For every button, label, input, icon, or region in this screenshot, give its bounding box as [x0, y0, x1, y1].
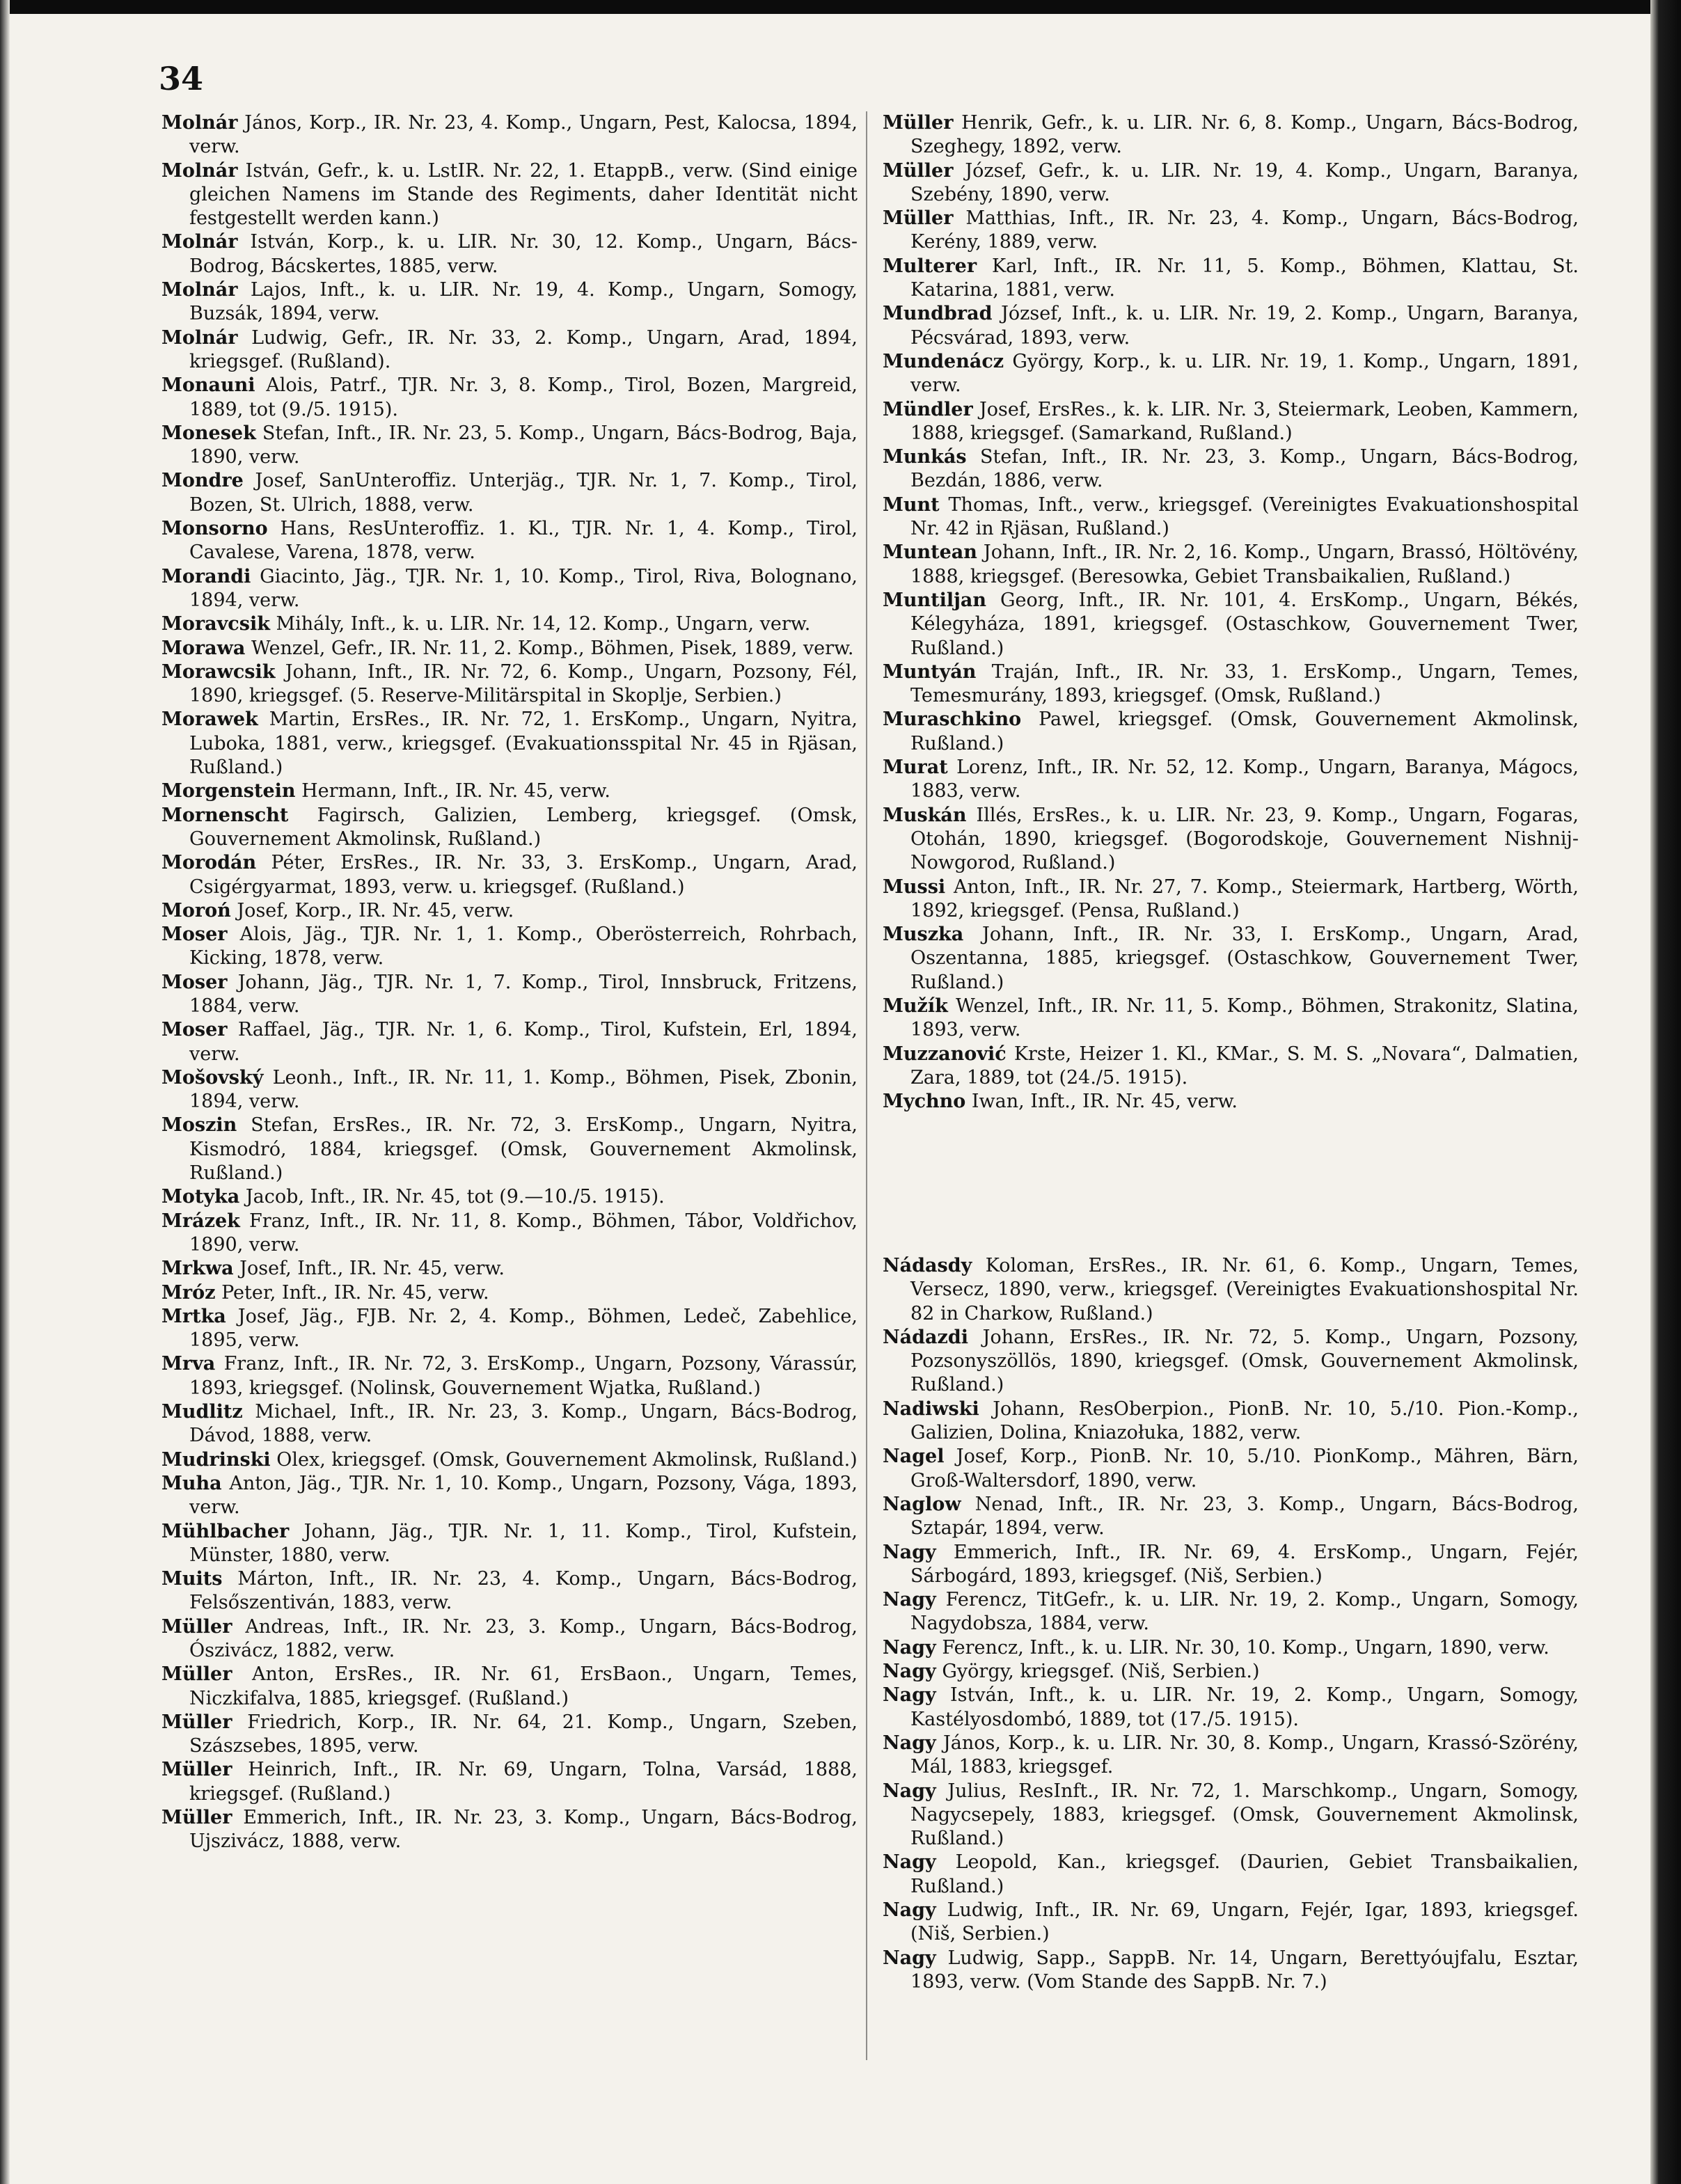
- entry-details: Anton, ErsRes., IR. Nr. 61, ErsBaon., Ungarn, Temes, Niczkifalva, 1885, kriegsgef. (Rußland.): [189, 1663, 858, 1709]
- entry-surname: Moser: [161, 924, 228, 946]
- entry-surname: Muskán: [883, 804, 967, 826]
- list-entry: [161, 422, 858, 470]
- entry-details: Mihály, Inft., k. u. LIR. Nr. 14, 12. Komp., Ungarn, verw.: [276, 613, 811, 635]
- entry-details: Josef, Inft., IR. Nr. 45, verw.: [239, 1258, 505, 1280]
- list-entry: [161, 1281, 858, 1305]
- entry-surname: Müller: [883, 159, 954, 182]
- list-entry: [883, 804, 1579, 876]
- list-entry: [883, 923, 1579, 995]
- entry-surname: Molnár: [161, 279, 238, 301]
- list-entry: [161, 804, 858, 852]
- entry-surname: Nagy: [883, 1541, 936, 1563]
- entry-details: Olex, kriegsgef. (Omsk, Gouvernement Akmolinsk, Rußland.): [276, 1448, 858, 1471]
- list-entry: [161, 469, 858, 517]
- scan-border-left: [0, 0, 10, 2184]
- entry-surname: Morgenstein: [161, 780, 296, 802]
- entry-details: József, Gefr., k. u. LIR. Nr. 19, 4. Komp., Ungarn, Baranya, Szebény, 1890, verw.: [910, 159, 1579, 205]
- entry-surname: Muha: [161, 1472, 222, 1494]
- entry-details: Georg, Inft., IR. Nr. 101, 4. ErsKomp., Ungarn, Békés, Kélegyháza, 1891, kriegsgef. (Ostaschkow, Gouvernement Twer, Rußland.): [910, 589, 1579, 659]
- entry-surname: Molnár: [161, 326, 238, 349]
- entry-surname: Morandi: [161, 565, 251, 587]
- entry-details: Karl, Inft., IR. Nr. 11, 5. Komp., Böhmen, Klattau, St. Katarina, 1881, verw.: [910, 255, 1579, 301]
- entry-details: Johann, Inft., IR. Nr. 33, I. ErsKomp., Ungarn, Arad, Oszentanna, 1885, kriegsgef. (Ostaschkow, Gouvernement Twer, Rußland.): [910, 924, 1579, 993]
- list-entry: [161, 159, 858, 231]
- entry-details: Michael, Inft., IR. Nr. 23, 3. Komp., Ungarn, Bács-Bodrog, Dávod, 1888, verw.: [189, 1401, 858, 1447]
- entry-details: Nenad, Inft., IR. Nr. 23, 3. Komp., Ungarn, Bács-Bodrog, Sztapár, 1894, verw.: [910, 1493, 1579, 1540]
- list-entry: [883, 398, 1579, 446]
- entry-surname: Moser: [161, 1019, 228, 1041]
- entry-details: Josef, SanUnteroffiz. Unterjäg., TJR. Nr. 1, 7. Komp., Tirol, Bozen, St. Ulrich, 1888, verw.: [189, 470, 858, 516]
- entry-details: Leopold, Kan., kriegsgef. (Daurien, Gebiet Transbaikalien, Rußland.): [910, 1851, 1579, 1897]
- entry-surname: Mündler: [883, 398, 973, 420]
- entry-details: Andreas, Inft., IR. Nr. 23, 3. Komp., Ungarn, Bács-Bodrog, Ószivácz, 1882, verw.: [189, 1615, 858, 1661]
- entry-surname: Mróz: [161, 1281, 216, 1304]
- entry-details: Lorenz, Inft., IR. Nr. 52, 12. Komp., Ungarn, Baranya, Mágocs, 1883, verw.: [910, 757, 1579, 802]
- list-entry: [883, 1254, 1579, 1326]
- list-entry: [883, 1588, 1579, 1636]
- entry-details: Franz, Inft., IR. Nr. 72, 3. ErsKomp., Ungarn, Pozsony, Várassúr, 1893, kriegsgef. (Nolinsk, Gouvernement Wjatka, Rußland.): [189, 1353, 858, 1399]
- list-entry: [883, 589, 1579, 660]
- entry-details: Anton, Jäg., TJR. Nr. 1, 10. Komp., Ungarn, Pozsony, Vága, 1893, verw.: [189, 1472, 858, 1519]
- list-entry: [883, 876, 1579, 924]
- list-entry: [161, 1185, 858, 1209]
- entry-surname: Muits: [161, 1568, 223, 1590]
- entry-surname: Munt: [883, 493, 940, 516]
- list-entry: [161, 1472, 858, 1520]
- list-entry: [161, 1663, 858, 1711]
- entry-details: Pawel, kriegsgef. (Omsk, Gouvernement Akmolinsk, Rußland.): [910, 709, 1579, 754]
- entry-surname: Nagy: [883, 1899, 936, 1922]
- entry-surname: Nagel: [883, 1446, 945, 1468]
- entry-surname: Naglow: [883, 1493, 961, 1515]
- list-entry: [161, 230, 858, 278]
- entry-surname: Müller: [161, 1615, 232, 1638]
- entry-surname: Morawa: [161, 637, 246, 659]
- list-entry: [161, 326, 858, 374]
- list-entry: [883, 1684, 1579, 1732]
- entry-surname: Morawek: [161, 709, 258, 731]
- left-column: [161, 111, 858, 1854]
- list-entry: [883, 1398, 1579, 1446]
- list-entry: [883, 159, 1579, 207]
- entry-details: Josef, Korp., IR. Nr. 45, verw.: [237, 899, 514, 921]
- entry-details: József, Inft., k. u. LIR. Nr. 19, 2. Komp., Ungarn, Baranya, Pécsvárad, 1893, verw.: [910, 303, 1579, 349]
- entry-details: Johann, Inft., IR. Nr. 72, 6. Komp., Ungarn, Pozsony, Fél, 1890, kriegsgef. (5. Reserve-Militärspital in Skoplje, Serbien.): [189, 660, 858, 707]
- list-entry: [883, 756, 1579, 804]
- entry-details: Jacob, Inft., IR. Nr. 45, tot (9.—10./5. 1915).: [245, 1186, 665, 1208]
- entry-details: Wenzel, Inft., IR. Nr. 11, 5. Komp., Böhmen, Strakonitz, Slatina, 1893, verw.: [910, 995, 1579, 1041]
- entry-surname: Mornenscht: [161, 804, 289, 826]
- entry-details: Fagirsch, Galizien, Lemberg, kriegsgef. (Omsk, Gouvernement Akmolinsk, Rußland.): [189, 804, 858, 850]
- list-entry: [161, 923, 858, 971]
- entry-details: Leonh., Inft., IR. Nr. 11, 1. Komp., Böhmen, Pisek, Zbonin, 1894, verw.: [189, 1066, 858, 1113]
- entry-surname: Murat: [883, 757, 948, 779]
- entry-details: Traján, Inft., IR. Nr. 33, 1. ErsKomp., Ungarn, Temes, Temesmurány, 1893, kriegsgef. (Omsk, Rußland.): [910, 660, 1579, 707]
- list-entry: [161, 851, 858, 899]
- list-entry: [161, 1615, 858, 1663]
- entry-details: Wenzel, Gefr., IR. Nr. 11, 2. Komp., Böhmen, Pisek, 1889, verw.: [251, 637, 854, 659]
- entry-details: Krste, Heizer 1. Kl., KMar., S. M. S. „Novara“, Dalmatien, Zara, 1889, tot (24./5. 1915).: [910, 1043, 1579, 1089]
- entry-details: János, Korp., k. u. LIR. Nr. 30, 8. Komp., Ungarn, Krassó-Szörény, Mál, 1883, kriegsgef.: [910, 1732, 1579, 1778]
- entry-surname: Monsorno: [161, 518, 268, 540]
- list-entry: [161, 1305, 858, 1353]
- entry-details: István, Gefr., k. u. LstIR. Nr. 22, 1. EtappB., verw. (Sind einige gleichen Namens im Stande des Regiments, daher Identität nicht festgestellt werden kann.): [189, 159, 858, 230]
- entry-surname: Nagy: [883, 1661, 936, 1683]
- entry-surname: Mrkwa: [161, 1258, 234, 1280]
- scan-border-top: [0, 0, 1681, 14]
- entry-details: Stefan, ErsRes., IR. Nr. 72, 3. ErsKomp., Ungarn, Nyitra, Kismodró, 1884, kriegsgef. (Omsk, Gouvernement Akmolinsk, Rußland.): [189, 1114, 858, 1185]
- list-entry: [161, 1758, 858, 1806]
- entry-surname: Mundbrad: [883, 303, 993, 325]
- list-entry: [161, 637, 858, 660]
- entry-details: János, Korp., IR. Nr. 23, 4. Komp., Ungarn, Pest, Kalocsa, 1894, verw.: [189, 112, 858, 158]
- list-entry: [883, 1780, 1579, 1851]
- entry-details: Emmerich, Inft., IR. Nr. 69, 4. ErsKomp., Ungarn, Fejér, Sárbogárd, 1893, kriegsgef. (Niš, Serbien.): [910, 1541, 1579, 1587]
- entry-surname: Multerer: [883, 255, 977, 277]
- entry-details: Hans, ResUnteroffiz. 1. Kl., TJR. Nr. 1, 4. Komp., Tirol, Cavalese, Varena, 1878, verw.: [189, 518, 858, 564]
- entry-surname: Moroń: [161, 899, 231, 921]
- entry-surname: Muntiljan: [883, 589, 987, 611]
- entry-details: Ferencz, TitGefr., k. u. LIR. Nr. 19, 2. Komp., Ungarn, Somogy, Nagydobsza, 1884, verw.: [910, 1589, 1579, 1635]
- entry-surname: Nagy: [883, 1636, 936, 1659]
- entry-surname: Müller: [161, 1759, 232, 1781]
- entry-details: Stefan, Inft., IR. Nr. 23, 5. Komp., Ungarn, Bács-Bodrog, Baja, 1890, verw.: [189, 422, 858, 468]
- entry-details: Thomas, Inft., verw., kriegsgef. (Vereinigtes Evakuationshospital Nr. 42 in Rjäsan, Rußland.): [910, 493, 1579, 540]
- scan-border-right: [1650, 0, 1681, 2184]
- entry-surname: Mrázek: [161, 1210, 240, 1232]
- list-entry: [161, 1352, 858, 1400]
- entry-details: Koloman, ErsRes., IR. Nr. 61, 6. Komp., Ungarn, Temes, Versecz, 1890, verw., kriegsgef. (Vereinigtes Evakuationshospital Nr. 82 in Charkow, Rußland.): [910, 1255, 1579, 1324]
- entry-details: Ludwig, Gefr., IR. Nr. 33, 2. Komp., Ungarn, Arad, 1894, kriegsgef. (Rußland).: [189, 326, 858, 372]
- entry-surname: Molnár: [161, 231, 238, 253]
- entry-surname: Muszka: [883, 924, 964, 946]
- entry-surname: Moravcsik: [161, 613, 270, 635]
- entry-surname: Müller: [883, 112, 954, 134]
- list-entry: [161, 1806, 858, 1854]
- entry-details: Ludwig, Inft., IR. Nr. 69, Ungarn, Fejér, Igar, 1893, kriegsgef. (Niš, Serbien.): [910, 1899, 1579, 1945]
- entry-surname: Molnár: [161, 112, 238, 134]
- entry-details: Alois, Patrf., TJR. Nr. 3, 8. Komp., Tirol, Bozen, Margreid, 1889, tot (9./5. 1915).: [189, 374, 858, 420]
- list-entry: [883, 1493, 1579, 1541]
- entry-details: Henrik, Gefr., k. u. LIR. Nr. 6, 8. Komp., Ungarn, Bács-Bodrog, Szeghegy, 1892, verw.: [910, 112, 1579, 158]
- list-entry: [161, 1400, 858, 1448]
- entry-details: Anton, Inft., IR. Nr. 27, 7. Komp., Steiermark, Hartberg, Wörth, 1892, kriegsgef. (Pensa, Rußland.): [910, 876, 1579, 921]
- right-column: [883, 111, 1579, 1114]
- list-entry: [161, 1257, 858, 1281]
- entry-surname: Morawcsik: [161, 660, 276, 683]
- entry-details: Johann, Jäg., TJR. Nr. 1, 7. Komp., Tirol, Innsbruck, Fritzens, 1884, verw.: [189, 971, 858, 1017]
- entry-details: Johann, ErsRes., IR. Nr. 72, 5. Komp., Ungarn, Pozsony, Pozsonyszöllös, 1890, kriegsgef. (Omsk, Gouvernement Akmolinsk, Rußland.): [910, 1326, 1579, 1396]
- list-entry: [883, 995, 1579, 1043]
- column-divider: [866, 111, 867, 2060]
- entry-details: Alois, Jäg., TJR. Nr. 1, 1. Komp., Oberösterreich, Rohrbach, Kicking, 1878, verw.: [189, 924, 858, 970]
- entry-surname: Monesek: [161, 422, 256, 444]
- entry-details: Raffael, Jäg., TJR. Nr. 1, 6. Komp., Tirol, Kufstein, Erl, 1894, verw.: [189, 1019, 858, 1065]
- entry-details: Emmerich, Inft., IR. Nr. 23, 3. Komp., Ungarn, Bács-Bodrog, Ujszivácz, 1888, verw.: [189, 1807, 858, 1853]
- entry-surname: Mrva: [161, 1353, 216, 1375]
- list-entry: [883, 660, 1579, 709]
- entry-surname: Mychno: [883, 1091, 966, 1113]
- entry-details: Stefan, Inft., IR. Nr. 23, 3. Komp., Ungarn, Bács-Bodrog, Bezdán, 1886, verw.: [910, 446, 1579, 492]
- entry-details: István, Korp., k. u. LIR. Nr. 30, 12. Komp., Ungarn, Bács-Bodrog, Bácskertes, 1885, verw.: [189, 231, 858, 277]
- list-entry: [883, 1541, 1579, 1589]
- list-entry: [883, 1043, 1579, 1091]
- list-entry: [883, 1090, 1579, 1114]
- entry-details: Ludwig, Sapp., SappB. Nr. 14, Ungarn, Berettyóujfalu, Esztar, 1893, verw. (Vom Stande des SappB. Nr. 7.): [910, 1947, 1579, 1993]
- list-entry: [161, 1448, 858, 1472]
- entry-surname: Moser: [161, 971, 228, 993]
- entry-surname: Nadiwski: [883, 1398, 979, 1420]
- list-entry: [883, 1445, 1579, 1493]
- entry-surname: Monauni: [161, 374, 255, 397]
- list-entry: [883, 1732, 1579, 1780]
- entry-details: Martin, ErsRes., IR. Nr. 72, 1. ErsKomp., Ungarn, Nyitra, Luboka, 1881, verw., kriegsgef. (Evakuationsspital Nr. 45 in Rjäsan, Rußland.): [189, 709, 858, 779]
- list-entry: [883, 493, 1579, 541]
- entry-surname: Nagy: [883, 1732, 936, 1754]
- entry-surname: Nagy: [883, 1684, 936, 1707]
- list-entry: [883, 445, 1579, 493]
- list-entry: [161, 612, 858, 636]
- entry-details: Ferencz, Inft., k. u. LIR. Nr. 30, 10. Komp., Ungarn, 1890, verw.: [942, 1636, 1549, 1659]
- entry-surname: Munkás: [883, 446, 967, 468]
- entry-surname: Nagy: [883, 1947, 936, 1969]
- entry-details: Friedrich, Korp., IR. Nr. 64, 21. Komp., Ungarn, Szeben, Szászsebes, 1895, verw.: [189, 1711, 858, 1757]
- list-entry: [883, 1851, 1579, 1899]
- list-entry: [161, 708, 858, 780]
- entry-surname: Müller: [883, 207, 954, 230]
- entry-details: Johann, ResOberpion., PionB. Nr. 10, 5./10. Pion.-Komp., Galizien, Dolina, Kniazołuka, 1882, verw.: [910, 1398, 1579, 1444]
- entry-details: Peter, Inft., IR. Nr. 45, verw.: [221, 1281, 489, 1304]
- list-entry: [161, 517, 858, 565]
- entry-surname: Mundenácz: [883, 350, 1004, 372]
- list-entry: [161, 374, 858, 422]
- entry-surname: Mužík: [883, 995, 948, 1017]
- list-entry: [883, 207, 1579, 255]
- entry-details: Josef, Korp., PionB. Nr. 10, 5./10. PionKomp., Mähren, Bärn, Groß-Waltersdorf, 1890, verw.: [910, 1446, 1579, 1491]
- list-entry: [883, 1947, 1579, 1995]
- list-entry: [161, 1567, 858, 1615]
- entry-surname: Mussi: [883, 876, 946, 898]
- entry-surname: Mudrinski: [161, 1448, 271, 1471]
- list-entry: [883, 708, 1579, 756]
- list-entry: [161, 971, 858, 1019]
- entry-surname: Morodán: [161, 852, 257, 874]
- list-entry: [161, 565, 858, 613]
- list-entry: [883, 255, 1579, 303]
- entry-surname: Nagy: [883, 1780, 936, 1802]
- page-number: 34: [159, 60, 204, 97]
- entry-details: György, Korp., k. u. LIR. Nr. 19, 1. Komp., Ungarn, 1891, verw.: [910, 350, 1579, 397]
- entry-surname: Müller: [161, 1663, 232, 1686]
- entry-surname: Muzzanović: [883, 1043, 1007, 1065]
- entry-surname: Moszin: [161, 1114, 237, 1137]
- entry-details: Johann, Jäg., TJR. Nr. 1, 11. Komp., Tirol, Kufstein, Münster, 1880, verw.: [189, 1520, 858, 1566]
- list-entry: [161, 1018, 858, 1066]
- list-entry: [161, 1210, 858, 1258]
- list-entry: [883, 1660, 1579, 1684]
- entry-details: György, kriegsgef. (Niš, Serbien.): [942, 1661, 1260, 1683]
- entry-details: Lajos, Inft., k. u. LIR. Nr. 19, 4. Komp., Ungarn, Somogy, Buzsák, 1894, verw.: [189, 279, 858, 325]
- right-column-n-section: [883, 1254, 1579, 1994]
- entry-surname: Nagy: [883, 1851, 936, 1874]
- list-entry: [883, 302, 1579, 350]
- list-entry: [161, 780, 858, 803]
- entry-surname: Muntean: [883, 541, 977, 564]
- entry-surname: Müller: [161, 1807, 232, 1829]
- entry-details: Johann, Inft., IR. Nr. 2, 16. Komp., Ungarn, Brassó, Höltövény, 1888, kriegsgef. (Beresowka, Gebiet Transbaikalien, Rußland.): [910, 541, 1579, 587]
- entry-details: Josef, ErsRes., k. k. LIR. Nr. 3, Steiermark, Leoben, Kammern, 1888, kriegsgef. (Samarkand, Rußland.): [910, 398, 1579, 444]
- list-entry: [883, 350, 1579, 398]
- entry-surname: Muntyán: [883, 660, 977, 683]
- entry-surname: Mudlitz: [161, 1401, 243, 1423]
- list-entry: [161, 1520, 858, 1568]
- entry-surname: Mondre: [161, 470, 244, 492]
- entry-details: Heinrich, Inft., IR. Nr. 69, Ungarn, Tolna, Varsád, 1888, kriegsgef. (Rußland.): [189, 1759, 858, 1805]
- list-entry: [161, 111, 858, 159]
- list-entry: [883, 1636, 1579, 1660]
- entry-details: Matthias, Inft., IR. Nr. 23, 4. Komp., Ungarn, Bács-Bodrog, Kerény, 1889, verw.: [910, 207, 1579, 253]
- list-entry: [883, 1899, 1579, 1947]
- entry-surname: Muraschkino: [883, 709, 1022, 731]
- entry-surname: Molnár: [161, 159, 238, 182]
- entry-surname: Mühlbacher: [161, 1520, 290, 1542]
- list-entry: [883, 1326, 1579, 1398]
- entry-surname: Nagy: [883, 1589, 936, 1611]
- entry-surname: Nádazdi: [883, 1326, 969, 1348]
- entry-details: Márton, Inft., IR. Nr. 23, 4. Komp., Ungarn, Bács-Bodrog, Felsőszentiván, 1883, verw.: [189, 1568, 858, 1614]
- list-entry: [161, 1711, 858, 1759]
- list-entry: [161, 278, 858, 326]
- list-entry: [883, 111, 1579, 159]
- entry-details: Péter, ErsRes., IR. Nr. 33, 3. ErsKomp., Ungarn, Arad, Csigérgyarmat, 1893, verw. u. kriegsgef. (Rußland.): [189, 852, 858, 898]
- entry-surname: Müller: [161, 1711, 232, 1733]
- list-entry: [161, 660, 858, 709]
- entry-details: István, Inft., k. u. LIR. Nr. 19, 2. Komp., Ungarn, Somogy, Kastélyosdombó, 1889, tot (17./5. 1915).: [910, 1684, 1579, 1730]
- list-entry: [161, 899, 858, 923]
- entry-details: Iwan, Inft., IR. Nr. 45, verw.: [971, 1091, 1238, 1113]
- entry-surname: Motyka: [161, 1186, 240, 1208]
- entry-details: Franz, Inft., IR. Nr. 11, 8. Komp., Böhmen, Tábor, Voldřichov, 1890, verw.: [189, 1210, 858, 1256]
- entry-surname: Nádasdy: [883, 1255, 972, 1276]
- entry-details: Julius, ResInft., IR. Nr. 72, 1. Marschkomp., Ungarn, Somogy, Nagycsepely, 1883, kriegsgef. (Omsk, Gouvernement Akmolinsk, Rußland.): [910, 1780, 1579, 1850]
- list-entry: [161, 1066, 858, 1114]
- entry-details: Hermann, Inft., IR. Nr. 45, verw.: [301, 780, 610, 802]
- entry-surname: Mošovský: [161, 1066, 264, 1089]
- entry-details: Josef, Jäg., FJB. Nr. 2, 4. Komp., Böhmen, Ledeč, Zabehlice, 1895, verw.: [189, 1305, 858, 1352]
- entry-details: Illés, ErsRes., k. u. LIR. Nr. 23, 9. Komp., Ungarn, Fogaras, Otohán, 1890, kriegsgef. (Bogorodskoje, Gouvernement Nishnij-Nowgorod, Rußland.): [910, 804, 1579, 874]
- entry-surname: Mrtka: [161, 1305, 226, 1327]
- list-entry: [883, 541, 1579, 589]
- list-entry: [161, 1114, 858, 1185]
- entry-details: Giacinto, Jäg., TJR. Nr. 1, 10. Komp., Tirol, Riva, Bolognano, 1894, verw.: [189, 565, 858, 611]
